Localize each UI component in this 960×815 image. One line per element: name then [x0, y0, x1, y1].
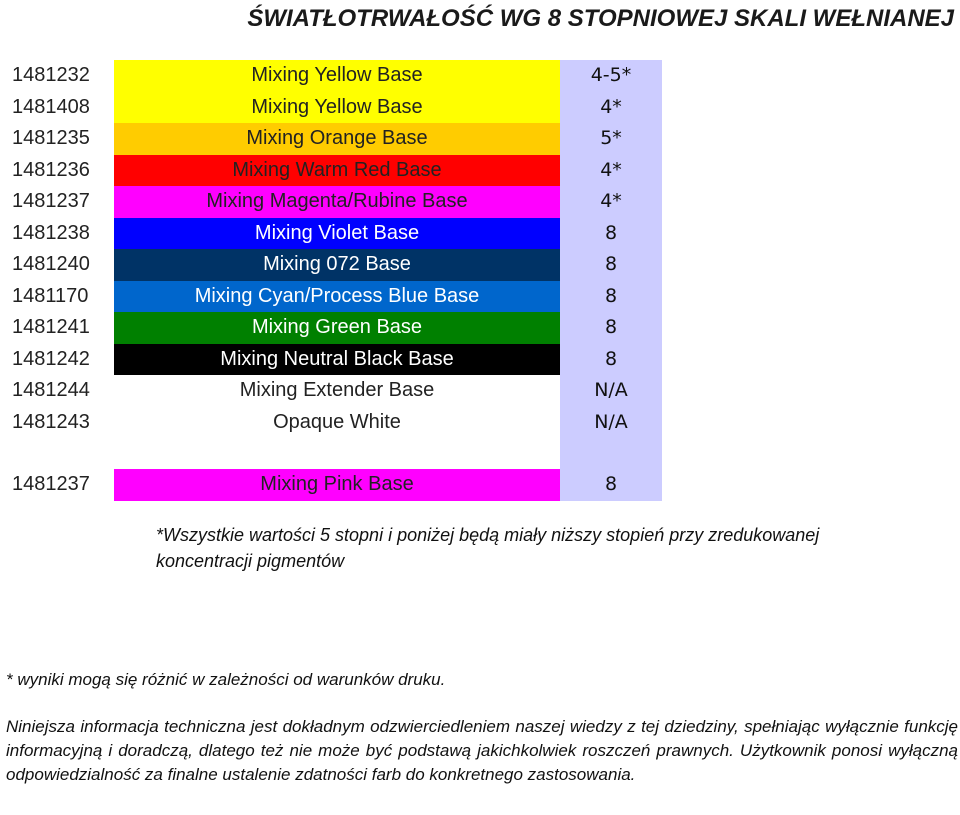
product-name: Mixing Green Base — [114, 312, 560, 344]
product-name: Mixing Extender Base — [114, 375, 560, 407]
extra-row-container — [0, 469, 664, 501]
table-row — [0, 218, 664, 250]
lightfastness-rating: 8 — [560, 218, 662, 250]
table-row — [0, 281, 664, 313]
lightfastness-rating: 4* — [560, 155, 662, 187]
table-row — [0, 155, 664, 187]
table-row — [0, 123, 664, 155]
table-row — [0, 312, 664, 344]
product-code: 1481237 — [12, 190, 90, 212]
product-code: 1481238 — [12, 221, 90, 244]
lightfastness-rating: N/A — [560, 375, 662, 407]
lightfastness-rating: 4-5* — [560, 60, 662, 92]
product-code: 1481235 — [12, 127, 90, 149]
disclaimer-text: Niniejsza informacja techniczna jest dokładnym odzwierciedleniem naszej wiedzy z tej dziedziny, spełniając wyłącznie funkcję informacyjną i doradczą, dlatego też nie może być podstawą jakichkolwiek roszczeń prawnych. Użytkownik ponosi wyłączną odpowiedzialność za finalne ustalenie zdatności farb do konkretnego zastosowania. — [6, 717, 958, 784]
product-name: Mixing Orange Base — [114, 123, 560, 155]
product-code: 1481242 — [12, 347, 90, 370]
table-row — [0, 92, 664, 124]
lightfastness-rating: 8 — [560, 281, 662, 313]
product-name: Opaque White — [114, 407, 560, 439]
product-name: Mixing Pink Base — [114, 469, 560, 501]
lightfastness-rating: 8 — [560, 344, 662, 376]
product-name: Mixing Cyan/Process Blue Base — [114, 281, 560, 313]
lightfastness-rating: 8 — [560, 249, 662, 281]
product-code: 1481244 — [12, 379, 90, 401]
table-row — [0, 407, 664, 439]
lightfastness-rating: 5* — [560, 123, 662, 155]
table-row — [0, 344, 664, 376]
table-row-extra — [0, 469, 664, 501]
product-name: Mixing Yellow Base — [114, 60, 560, 92]
table-row — [0, 186, 664, 218]
lightfastness-table — [0, 60, 664, 469]
product-name: Mixing Magenta/Rubine Base — [114, 186, 560, 218]
product-name: Mixing Warm Red Base — [114, 155, 560, 187]
lightfastness-rating: N/A — [560, 407, 662, 439]
product-name: Mixing Violet Base — [114, 218, 560, 250]
product-name: Mixing Neutral Black Base — [114, 344, 560, 376]
product-code: 1481232 — [12, 64, 90, 86]
product-code: 1481240 — [12, 253, 90, 275]
product-name: Mixing Yellow Base — [114, 92, 560, 124]
product-code: 1481243 — [12, 410, 90, 433]
table-row — [0, 60, 664, 92]
note-print-conditions: * wyniki mogą się różnić w zależności od warunków druku. — [6, 670, 446, 689]
note-reduced-concentration: *Wszystkie wartości 5 stopni i poniżej będą miały niższy stopień przy zredukowanej koncentracji pigmentów — [156, 525, 820, 571]
page-title: ŚWIATŁOTRWAŁOŚĆ WG 8 STOPNIOWEJ SKALI WEŁNIANEJ — [247, 5, 954, 32]
product-code: 1481236 — [12, 158, 90, 181]
product-code: 1481241 — [12, 316, 90, 338]
rating-column-spacer — [560, 438, 662, 469]
lightfastness-rating: 4* — [560, 186, 662, 218]
product-code: 1481408 — [12, 95, 90, 118]
lightfastness-rating: 8 — [560, 469, 662, 501]
product-code: 1481170 — [12, 284, 89, 307]
product-code: 1481237 — [12, 473, 90, 495]
table-row — [0, 375, 664, 407]
table-spacer — [0, 438, 664, 469]
lightfastness-rating: 8 — [560, 312, 662, 344]
lightfastness-rating: 4* — [560, 92, 662, 124]
product-name: Mixing 072 Base — [114, 249, 560, 281]
table-row — [0, 249, 664, 281]
